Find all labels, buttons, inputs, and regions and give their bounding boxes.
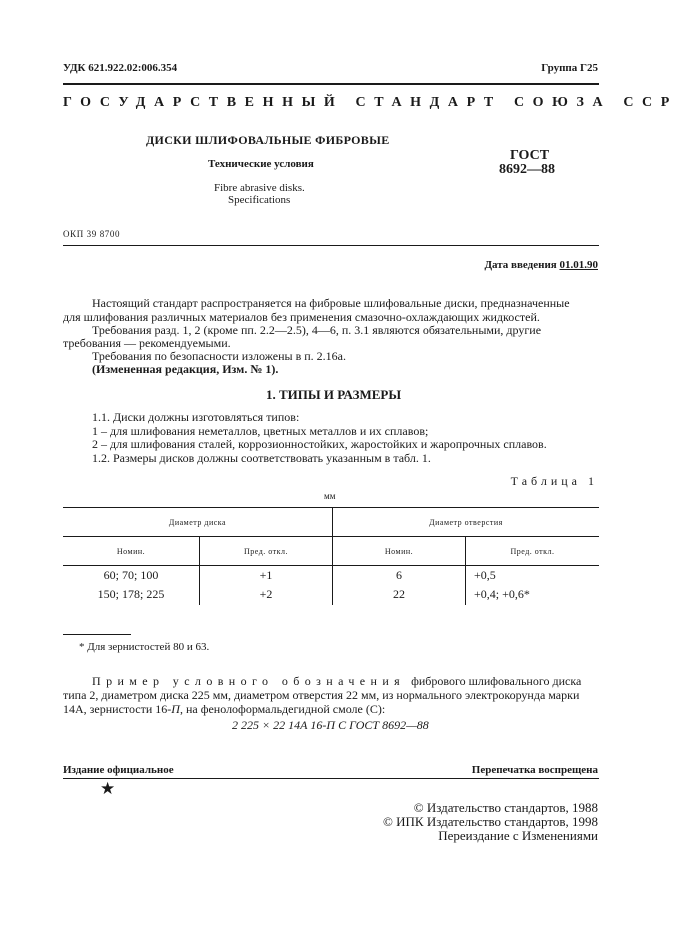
example-line3-pre: 14А, зернистости 16- xyxy=(63,702,172,716)
copyright-1998: © ИПК Издательство стандартов, 1998 xyxy=(383,814,598,829)
header-hole-tolerance: Пред. откл. xyxy=(466,537,600,566)
header-hole-diameter: Диаметр отверстия xyxy=(333,508,600,537)
cell-disk-nominal: 60; 70; 100 xyxy=(103,567,159,582)
example-line2: типа 2, диаметром диска 225 мм, диаметром отверстия 22 мм, из нормального электрокорунда марки xyxy=(63,688,580,702)
star-icon: ★ xyxy=(100,779,116,798)
example-line1 xyxy=(92,674,581,688)
clause-1-2: 1.2. Размеры дисков должны соответствовать указанным в табл. 1. xyxy=(92,451,431,465)
disk-type-2: 2 – для шлифования сталей, коррозионностойких, жаростойких и жаропрочных сплавов. xyxy=(92,437,547,451)
okp-code: ОКП 39 8700 xyxy=(63,229,121,239)
group-code: Группа Г25 xyxy=(541,62,598,74)
table-caption: Таблица 1 xyxy=(510,474,598,488)
intro-p3: Требования по безопасности изложены в п. 2.16а. xyxy=(92,349,347,363)
dimensions-table xyxy=(63,507,599,605)
header-disk-nominal: Номин. xyxy=(63,537,200,566)
section-heading: 1. ТИПЫ И РАЗМЕРЫ xyxy=(266,387,402,402)
example-line3 xyxy=(63,702,385,716)
table-footnote: * Для зернистостей 80 и 63. xyxy=(79,641,210,653)
table-unit: мм xyxy=(324,491,336,501)
reissue-note: Переиздание с Изменениями xyxy=(438,828,598,843)
cell-disk-nominal: 150; 178; 225 xyxy=(97,587,165,601)
table-row xyxy=(63,585,599,605)
cell-hole-nominal: 6 xyxy=(333,566,466,585)
disk-type-1: 1 – для шлифования неметаллов, цветных металлов и их сплавов; xyxy=(92,424,429,438)
footer-rule xyxy=(63,778,599,779)
intro-p2-line1: Требования разд. 1, 2 (кроме пп. 2.2—2.5), 4—6, п. 3.1 являются обязательными, другие xyxy=(92,323,542,337)
footnote-rule xyxy=(63,634,131,635)
intro-p1-line2: для шлифования различных материалов без применения смазочно-охлаждающих жидкостей. xyxy=(63,310,540,324)
cell-hole-nominal: 22 xyxy=(333,585,466,605)
clause-1-1: 1.1. Диски должны изготовляться типов: xyxy=(92,410,300,424)
english-title-line1: Fibre abrasive disks. xyxy=(214,182,305,194)
intro-p1-line1: Настоящий стандарт распространяется на фибровые шлифовальные диски, предназначенные xyxy=(92,296,570,310)
cell-hole-tolerance: +0,5 xyxy=(466,566,600,585)
intro-date xyxy=(484,259,598,271)
title-rule xyxy=(63,245,599,246)
intro-p2-line2: требования — рекомендуемыми. xyxy=(63,336,231,350)
example-line3-post: , на фенолоформальдегидной смоле (С): xyxy=(179,702,386,716)
gost-label: ГОСТ xyxy=(510,148,550,163)
header-hole-nominal: Номин. xyxy=(333,537,466,566)
official-edition: Издание официальное xyxy=(63,764,174,776)
example-label: Пример условного обозначения xyxy=(92,674,406,688)
example-line3-italic: П xyxy=(171,702,180,716)
example-designation: 2 225 × 22 14А 16-П С ГОСТ 8692—88 xyxy=(232,718,429,732)
document-subtitle: Технические условия xyxy=(208,158,314,170)
intro-date-value: 01.01.90 xyxy=(559,259,598,271)
copyright-1988: © Издательство стандартов, 1988 xyxy=(413,800,598,815)
gost-number: 8692—88 xyxy=(499,162,555,177)
intro-amendment-note: (Измененная редакция, Изм. № 1). xyxy=(92,362,279,376)
document-title: ДИСКИ ШЛИФОВАЛЬНЫЕ ФИБРОВЫЕ xyxy=(146,133,390,147)
cell-disk-tolerance: +2 xyxy=(200,585,333,605)
cell-disk-tolerance: +1 xyxy=(200,566,333,585)
header-disk-tolerance: Пред. откл. xyxy=(200,537,333,566)
reprint-prohibited: Перепечатка воспрещена xyxy=(471,764,598,776)
english-title-line2: Specifications xyxy=(228,194,291,206)
state-standard-title: ГОСУДАРСТВЕННЫЙ СТАНДАРТ СОЮЗА ССР xyxy=(63,95,678,110)
intro-date-label: Дата введения xyxy=(484,259,557,271)
example-line1-rest: фибрового шлифовального диска xyxy=(411,674,582,688)
udk-code: УДК 621.922.02:006.354 xyxy=(63,62,178,74)
table-row xyxy=(63,566,599,585)
cell-hole-tolerance: +0,4; +0,6* xyxy=(466,585,600,605)
header-disk-diameter: Диаметр диска xyxy=(63,508,333,537)
header-rule xyxy=(63,83,599,85)
